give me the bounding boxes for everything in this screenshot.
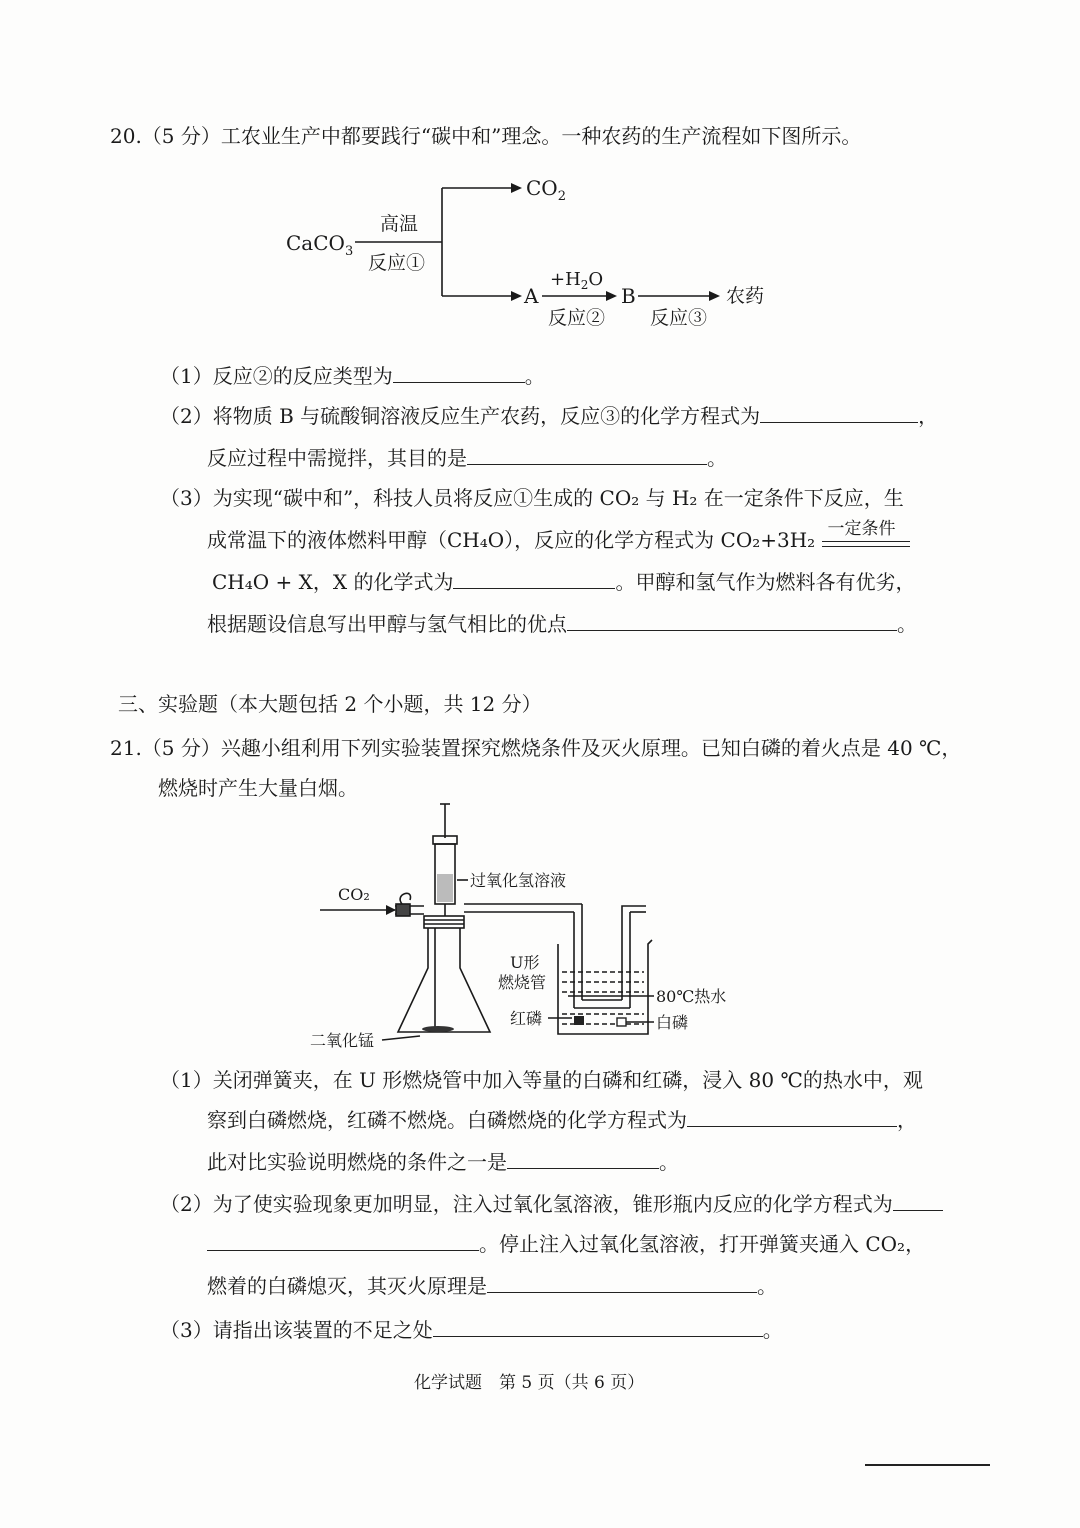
flow-h2o-tail: O xyxy=(588,269,604,290)
q20-part3-line3 xyxy=(212,568,915,596)
q20-p3-text4: 根据题设信息写出甲醇与氢气相比的优点 xyxy=(207,612,567,636)
q20-p2-end2: 。 xyxy=(707,446,727,470)
flow-r2: 反应② xyxy=(548,307,606,329)
flow-cond-top: 高温 xyxy=(380,213,419,235)
flow-b: B xyxy=(621,284,636,308)
q21-part3 xyxy=(160,1316,783,1344)
fig-co2: CO₂ xyxy=(338,885,370,904)
section3-title: 三、实验题（本大题包括 2 个小题，共 12 分） xyxy=(118,692,542,716)
flow-h2o: +H xyxy=(550,269,581,290)
q21-part1-line3 xyxy=(207,1148,679,1176)
q20-p2-blank2[interactable] xyxy=(467,444,707,465)
q20-p3-blank2[interactable] xyxy=(567,610,897,631)
q21-apparatus xyxy=(300,800,760,1055)
q21-p3-end: 。 xyxy=(762,1318,783,1342)
fig-mno2: 二氧化锰 xyxy=(310,1031,375,1050)
q21-part2-line3 xyxy=(207,1272,777,1300)
q21-part2-line2 xyxy=(207,1230,925,1258)
q20-p3-end4: 。 xyxy=(897,612,917,636)
q20-p1-end: 。 xyxy=(524,364,545,388)
svg-text:CO2 xyxy=(526,176,566,204)
q21-p1-blank1[interactable] xyxy=(687,1106,897,1127)
q20-p3-text3a: CH₄O + X，X 的化学式为 xyxy=(212,570,454,594)
q21-p2-text2: 。停止注入过氧化氢溶液，打开弹簧夹通入 CO₂， xyxy=(479,1232,926,1256)
q20-flow-diagram xyxy=(280,170,800,340)
fig-white-p: 白磷 xyxy=(656,1013,689,1032)
q21-p2-blank1a[interactable] xyxy=(893,1190,943,1211)
q21-part1-line2 xyxy=(207,1106,917,1134)
q20-part3-line2 xyxy=(207,518,910,555)
fig-red-p: 红磷 xyxy=(510,1009,543,1028)
flow-co2-sub: 2 xyxy=(557,189,566,204)
q21-p2-blank1b[interactable] xyxy=(207,1230,479,1251)
cond-arrow xyxy=(822,518,910,555)
q20-p3-blank1[interactable] xyxy=(453,568,615,589)
q20-p3-text3b: 。甲醇和氢气作为燃料各有优劣， xyxy=(615,570,916,594)
flow-product: 农药 xyxy=(726,285,765,307)
fig-utube2: 燃烧管 xyxy=(498,973,547,992)
q20-p1-text: （1）反应②的反应类型为 xyxy=(160,364,393,388)
fig-hot-water: 80℃热水 xyxy=(656,987,727,1006)
page-footer: 化学试题 第 5 页（共 6 页） xyxy=(414,1373,645,1393)
cond-text: 一定条件 xyxy=(827,518,896,539)
q20-p2-text: （2）将物质 B 与硫酸铜溶液反应生产农药，反应③的化学方程式为 xyxy=(160,404,761,428)
q20-p2-blank1[interactable] xyxy=(760,402,918,423)
q21-p2-end3: 。 xyxy=(757,1274,777,1298)
fig-utube1: U形 xyxy=(510,953,540,972)
q20-stem: 20.（5 分）工农业生产中都要践行“碳中和”理念。一种农药的生产流程如下图所示。 xyxy=(110,124,862,148)
flow-co2: CO xyxy=(526,176,558,200)
q20-p2-end1: ， xyxy=(918,404,939,428)
q21-part1: （1）关闭弹簧夹，在 U 形燃烧管中加入等量的白磷和红磷，浸入 80 ℃的热水中，观 xyxy=(160,1068,923,1092)
q20-part2-line2 xyxy=(207,444,727,472)
q21-p1-blank2[interactable] xyxy=(507,1148,659,1169)
q20-p2-text2: 反应过程中需搅拌，其目的是 xyxy=(207,446,467,470)
q20-part3-line4 xyxy=(207,610,917,638)
flow-h2o-sub: 2 xyxy=(580,278,589,292)
q20-part2 xyxy=(160,402,938,430)
q21-p2-text: （2）为了使实验现象更加明显，注入过氧化氢溶液，锥形瓶内反应的化学方程式为 xyxy=(160,1192,893,1216)
q21-p1-text3: 此对比实验说明燃烧的条件之一是 xyxy=(207,1150,507,1174)
footer-rule xyxy=(865,1464,990,1466)
q21-p1-end3: 。 xyxy=(659,1150,679,1174)
flow-cond-bottom: 反应① xyxy=(368,252,426,274)
q21-p3-text: （3）请指出该装置的不足之处 xyxy=(160,1318,433,1342)
svg-text:CaCO3 xyxy=(286,231,353,259)
q20-p1-blank[interactable] xyxy=(393,362,525,383)
q21-p2-text3: 燃着的白磷熄灭，其灭火原理是 xyxy=(207,1274,487,1298)
fig-h2o2: 过氧化氢溶液 xyxy=(470,871,567,890)
q21-p1-text2: 察到白磷燃烧，红磷不燃烧。白磷燃烧的化学方程式为 xyxy=(207,1108,687,1132)
flow-caco3: CaCO xyxy=(286,231,345,255)
q21-stem1: 21.（5 分）兴趣小组利用下列实验装置探究燃烧条件及灭火原理。已知白磷的着火点是 40 ℃， xyxy=(110,736,962,760)
q21-stem2: 燃烧时产生大量白烟。 xyxy=(158,776,358,800)
q21-p3-blank[interactable] xyxy=(433,1316,763,1337)
flow-caco3-sub: 3 xyxy=(344,244,354,259)
q21-p1-end2: ， xyxy=(897,1108,917,1132)
q20-part3: （3）为实现“碳中和”，科技人员将反应①生成的 CO₂ 与 H₂ 在一定条件下反应，生 xyxy=(160,486,904,510)
q20-p3-text2: 成常温下的液体燃料甲醇（CH₄O），反应的化学方程式为 CO₂+3H₂ xyxy=(207,528,816,552)
svg-text:+H2O xyxy=(550,269,603,292)
q21-p2-blank2[interactable] xyxy=(487,1272,757,1293)
flow-a: A xyxy=(524,284,539,308)
flow-r3: 反应③ xyxy=(650,307,708,329)
q20-part1 xyxy=(160,362,545,390)
q21-part2 xyxy=(160,1190,943,1218)
